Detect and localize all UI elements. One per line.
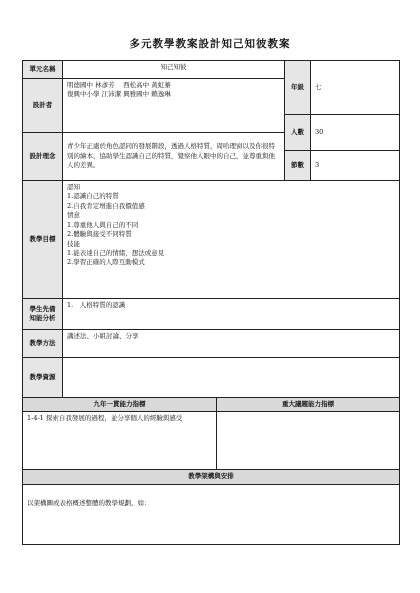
designer-line: 復興中小學 江沛潔 興雅國中 賴逸琳 xyxy=(67,90,171,99)
concept-paragraph: 青少年正處於角色認同的發展階段，透過人格特質，周哈理窗以及你很特別的繪本，協助學生認識自己的特質，覺察他人眼中的自己，並尊重與他人的差異。 xyxy=(67,142,275,170)
prior-value: 1. 人格特質的認識 xyxy=(63,299,400,330)
ability-text xyxy=(23,412,217,470)
row-objectives xyxy=(23,181,400,299)
row-methods xyxy=(23,330,400,358)
issues-text xyxy=(217,412,400,470)
ability-paragraph: 1-4-1 探索自我發展的過程，並分享個人的經驗與感受 xyxy=(27,414,183,423)
ability-header: 九年一貫能力指標 xyxy=(23,398,217,412)
designer-label: 設計者 xyxy=(23,79,63,133)
resources-value xyxy=(63,358,400,398)
row-structure xyxy=(23,484,400,544)
row-prior-knowledge xyxy=(23,299,400,330)
concept-text xyxy=(63,133,285,181)
objective-line: 技能 xyxy=(67,239,80,248)
methods-label: 教學方法 xyxy=(23,330,63,358)
unit-label: 單元名稱 xyxy=(23,61,63,79)
prior-label: 學生先備知能分析 xyxy=(23,299,63,330)
objectives-list xyxy=(63,181,400,299)
issues-header: 重大議題能力指標 xyxy=(217,398,400,412)
designer-line: 明德國中 林彥芳 西松高中 黃虹蓁 xyxy=(67,81,171,89)
objective-line: 1.認識自己的特質 xyxy=(67,192,119,201)
row-indicators xyxy=(23,412,400,470)
lesson-plan-table xyxy=(22,60,400,545)
row-unit xyxy=(23,61,400,79)
unit-value: 知己知彼 xyxy=(63,61,285,79)
people-value: 30 xyxy=(311,115,400,151)
designer-names xyxy=(63,79,285,133)
objective-line: 認知 xyxy=(67,183,80,191)
row-structure-header xyxy=(23,470,400,484)
structure-header: 教學架構與安排 xyxy=(23,470,400,484)
structure-text: 以架構圖或表格概述整體的教學規劃，如： xyxy=(23,484,400,544)
grade-value: 七 xyxy=(311,61,400,115)
row-indicator-headers xyxy=(23,398,400,412)
objective-line: 1.能表達自己的情緒，想法或意見 xyxy=(67,248,165,257)
objectives-label: 教學目標 xyxy=(23,181,63,299)
grade-label: 年級 xyxy=(285,61,311,115)
objective-line: 2.體驗與接受不同特質 xyxy=(67,230,132,239)
methods-value: 講述法、小組討論、分享 xyxy=(63,330,400,358)
people-label: 人數 xyxy=(285,115,311,151)
objective-line: 情意 xyxy=(67,211,80,220)
row-resources xyxy=(23,358,400,398)
resources-label: 教學資源 xyxy=(23,358,63,398)
objective-line: 2.學習正確的人際互動模式 xyxy=(67,258,145,267)
objective-line: 1.尊重他人與自己的不同 xyxy=(67,220,139,229)
sessions-value: 3 xyxy=(311,151,400,181)
document-title: 多元教學教案設計知己知彼教案 xyxy=(129,38,291,50)
sessions-label: 節數 xyxy=(285,151,311,181)
concept-label: 設計理念 xyxy=(23,133,63,181)
objective-line: 2.自我肯定增進自我價值感 xyxy=(67,201,145,210)
